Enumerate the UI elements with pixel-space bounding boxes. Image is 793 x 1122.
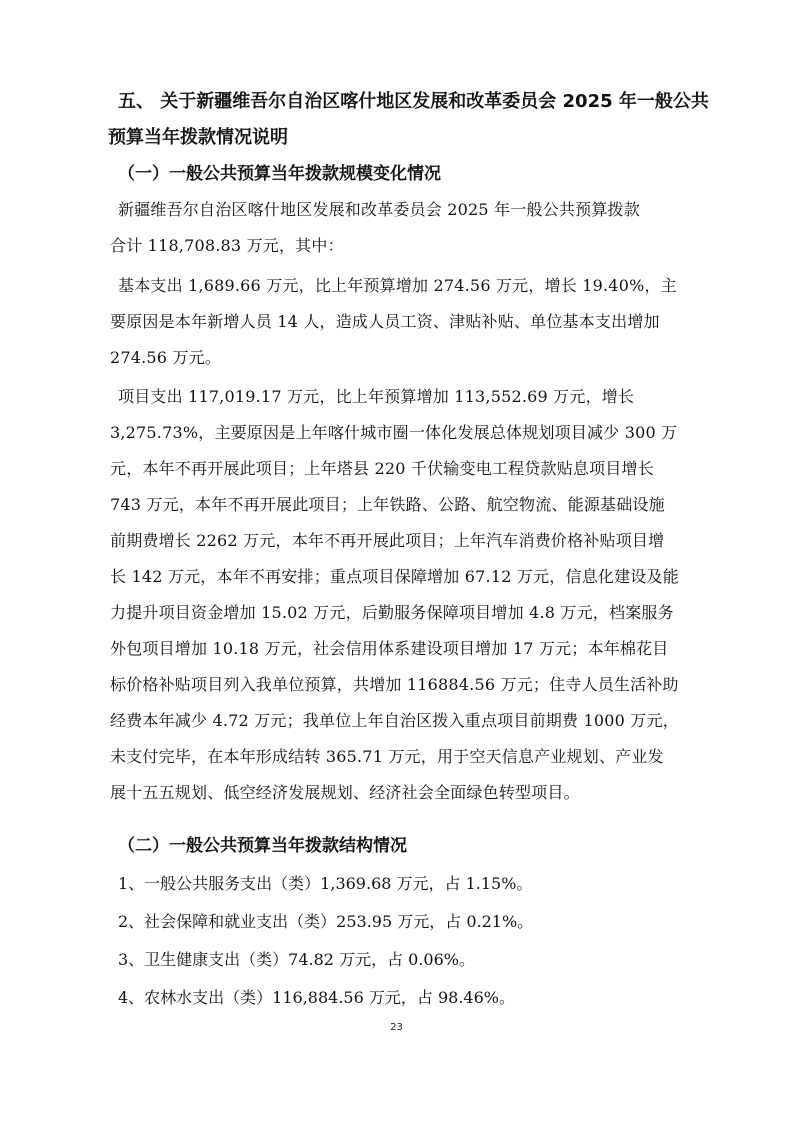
paragraph-line: 3,275.73%，主要原因是上年喀什城市圈一体化发展总体规划项目减少 300 万 [110, 423, 678, 442]
page-number: 23 [390, 1022, 403, 1033]
paragraph-line: 新疆维吾尔自治区喀什地区发展和改革委员会 2025 年一般公共预算拨款 [118, 200, 640, 219]
list-item: 2、社会保障和就业支出（类）253.95 万元，占 0.21%。 [118, 912, 534, 931]
paragraph-basic-expenditure [110, 268, 688, 376]
paragraph-project-expenditure [110, 379, 688, 811]
paragraph-line: 外包项目增加 10.18 万元，社会信用体系建设项目增加 17 万元；本年棉花目 [110, 639, 669, 658]
paragraph-line: 基本支出 1,689.66 万元，比上年预算增加 274.56 万元，增长 19.40%，主 [118, 276, 677, 295]
paragraph-line: 展十五五规划、低空经济发展规划、经济社会全面绿色转型项目。 [110, 783, 580, 802]
paragraph-line: 743 万元，本年不再开展此项目；上年铁路、公路、航空物流、能源基础设施 [110, 495, 665, 514]
paragraph-line: 未支付完毕，在本年形成结转 365.71 万元，用于空天信息产业规划、产业发 [110, 747, 664, 766]
paragraph-line: 力提升项目资金增加 15.02 万元，后勤服务保障项目增加 4.8 万元，档案服务 [110, 603, 674, 622]
paragraph-line: 合计 118,708.83 万元，其中： [110, 236, 344, 255]
section-title-line-1: 五、 关于新疆维吾尔自治区喀什地区发展和改革委员会 2025 年一般公共 [118, 91, 709, 112]
paragraph-line: 要原因是本年新增人员 14 人，造成人员工资、津贴补贴、单位基本支出增加 [110, 312, 660, 331]
section-title [108, 84, 709, 156]
paragraph-line: 长 142 万元，本年不再安排；重点项目保障增加 67.12 万元，信息化建设及能 [110, 567, 679, 586]
subsection-1-title: （一）一般公共预算当年拨款规模变化情况 [118, 164, 441, 184]
list-item: 4、农林水支出（类）116,884.56 万元，占 98.46%。 [118, 988, 515, 1007]
subsection-2-title: （二）一般公共预算当年拨款结构情况 [118, 836, 407, 856]
paragraph-line: 元，本年不再开展此项目；上年塔县 220 千伏输变电工程贷款贴息项目增长 [110, 459, 654, 478]
list-item: 3、卫生健康支出（类）74.82 万元，占 0.06%。 [118, 950, 475, 969]
paragraph-line: 前期费增长 2262 万元，本年不再开展此项目；上年汽车消费价格补贴项目增 [110, 531, 665, 550]
paragraph-total-budget [110, 192, 688, 264]
paragraph-line: 标价格补贴项目列入我单位预算，共增加 116884.56 万元；住寺人员生活补助 [110, 675, 679, 694]
section-title-line-2: 预算当年拨款情况说明 [108, 127, 288, 148]
paragraph-line: 项目支出 117,019.17 万元，比上年预算增加 113,552.69 万元，增长 [118, 387, 635, 406]
paragraph-line: 274.56 万元。 [110, 348, 222, 367]
list-item: 1、一般公共服务支出（类）1,369.68 万元，占 1.15%。 [118, 874, 533, 893]
paragraph-line: 经费本年减少 4.72 万元；我单位上年自治区拨入重点项目前期费 1000 万元， [110, 711, 679, 730]
